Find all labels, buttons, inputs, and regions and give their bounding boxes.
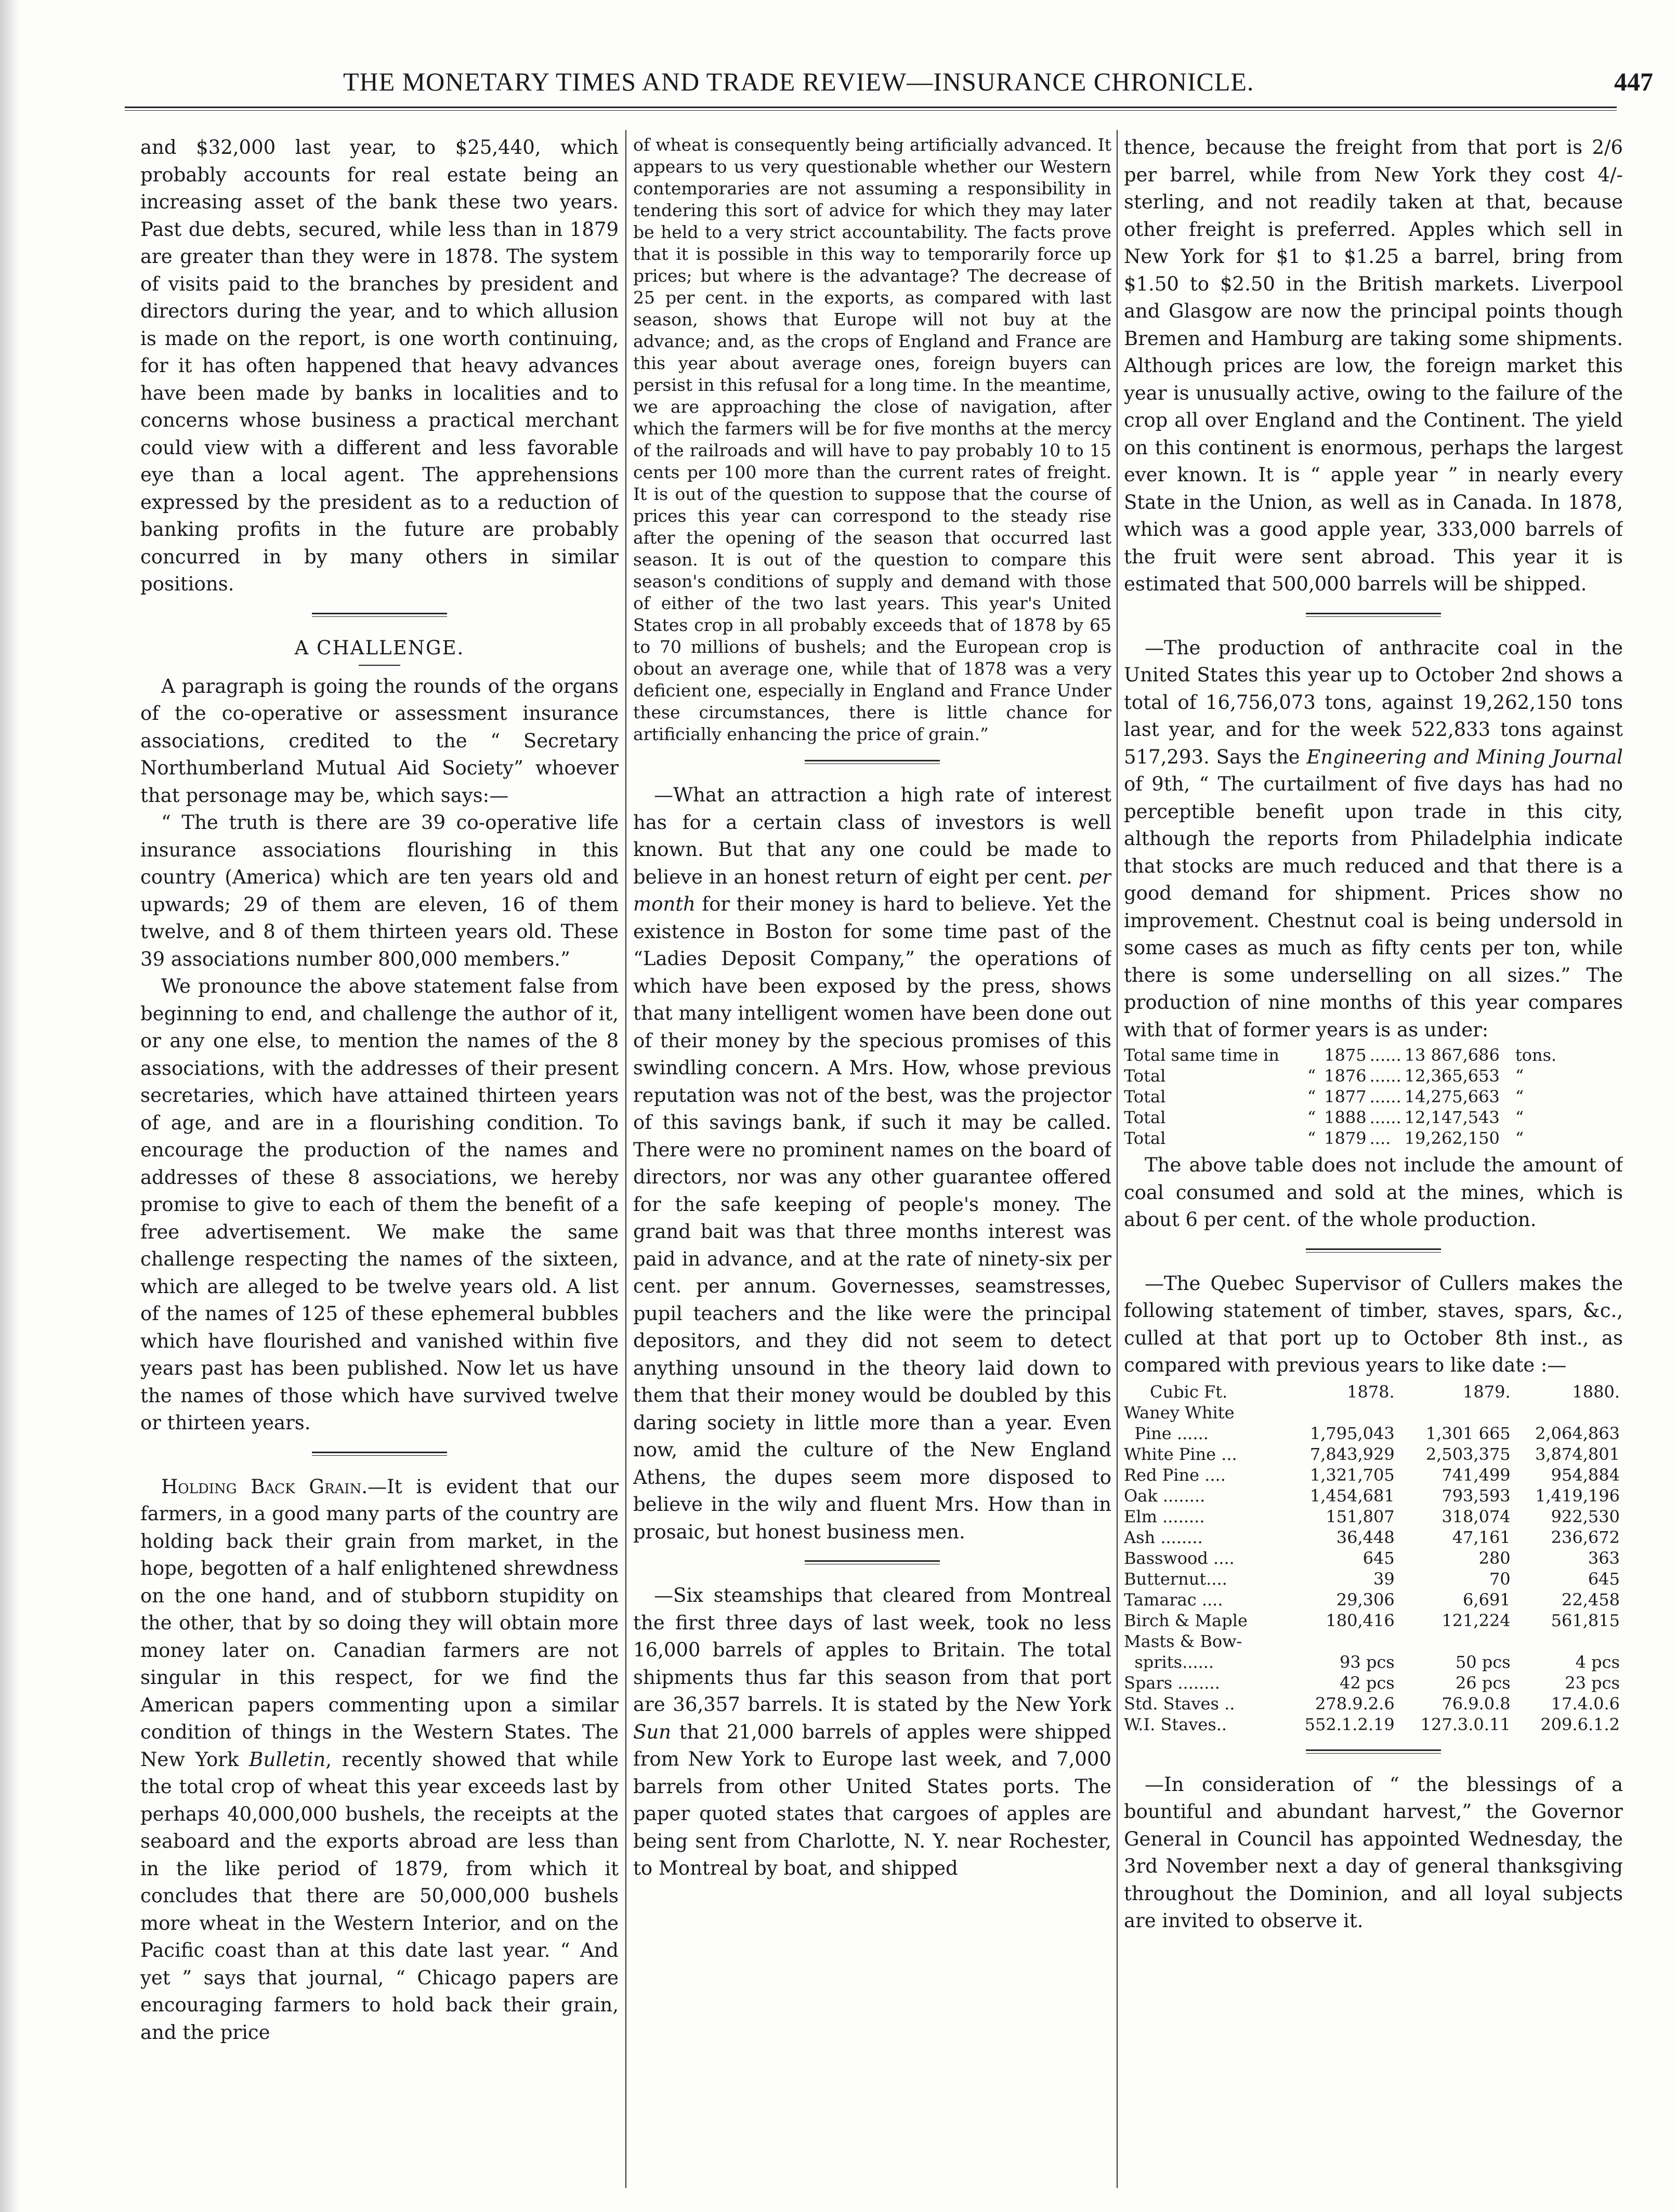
table-cell: Ash ........ xyxy=(1124,1527,1203,1547)
table-cell: ...... xyxy=(1369,1045,1401,1065)
table-cell: 236,672 xyxy=(1551,1527,1620,1547)
table-cell: “ xyxy=(1307,1066,1316,1086)
table-cell: 2,064,863 xyxy=(1535,1423,1620,1443)
table-cell: 22,458 xyxy=(1562,1589,1620,1610)
article-text: for their money is hard to believe. Yet the existence in Boston for some time past of the “Ladies Deposit Company,” the operations of which have been exposed by the press, shows that many intelligent women have been done out of their money by the specious promises of this swindling concern. A Mrs. How, whose previous reputation was not of the best, was the projector of this savings bank, if such it may be called. There were no prominent names on the board of directors, nor was any other guarantee offered for the safe keeping of people's money. The grand bait was that three months interest was paid in advance, and at the rate of ninety-six per cent. per annum. Governesses, seamstresses, pupil teachers and the like were the principal depositors, and they did not seem to detect anything unsound in the theory laid down to them that their money would be doubled by this daring society in little more than a year. Even now, amid the culture of the New England Athens, the dupes seem more disposed to believe in the wily and fluent Mrs. How than in prosaic, but honest business men. xyxy=(633,893,1111,1543)
table-cell: 209.6.1.2 xyxy=(1540,1714,1620,1734)
section-separator xyxy=(312,1452,447,1456)
table-cell xyxy=(1282,1402,1398,1423)
article-text: of 9th, “ The curtailment of five days has had no perceptible benefit upon trade in this city, although the reports from Philadelphia indicate that stocks are much reduced and that there is a good demand for shipment. Prices show no improvement. Chestnut coal is being undersold in some cases as much as fifty cents per ton, while there is some underselling on all sizes.” The production of nine months of this year compares with that of former years is as under: xyxy=(1124,773,1623,1041)
table-cell: 23 pcs xyxy=(1565,1673,1620,1693)
article-text: that 21,000 barrels of apples were shipped from New York to Europe last week, and 7,000 barrels from other United States ports. The paper quoted states that cargoes of apples are being sent from Charlotte, N. Y. near Rochester, to Montreal by boat, and shipped xyxy=(633,1720,1111,1879)
heading-underline xyxy=(359,665,400,666)
table-cell: 12,147,543 xyxy=(1404,1108,1500,1127)
table-cell: 13 867,686 xyxy=(1404,1045,1500,1065)
quebec-timber-table xyxy=(1124,1381,1623,1735)
challenge-response: We pronounce the above statement false from beginning to end, and challenge the author of it, or any one else, to mention the names of the 8 associations, with the addresses of their present secretaries, which have attained thirteen years of age, and are in a flourishing condition. To encourage the production of the names and addresses of these 8 associations, we hereby promise to give to each of them the benefit of a free advertisement. We make the same challenge respecting the names of the sixteen, which are alleged to be twelve years old. A list of the names of 125 of these ephemeral bubbles which have flourished and vanished within five years past has been published. Now let us have the names of those which have survived twelve or thirteen years. xyxy=(140,975,619,1434)
page-number: 447 xyxy=(1614,67,1653,96)
table-cell: Butternut.... xyxy=(1124,1569,1227,1589)
table-cell: 954,884 xyxy=(1551,1465,1620,1485)
table-cell: “ xyxy=(1307,1128,1316,1148)
table-cell: 180,416 xyxy=(1326,1610,1395,1630)
table-cell: 26 pcs xyxy=(1455,1673,1511,1693)
article-text: —Six steamships that cleared from Montreal the first three days of last week, took no less 16,000 barrels of apples to Britain. The total shipments thus far this season from that port are 36,357 barrels. It is stated by the New York xyxy=(633,1584,1111,1716)
table-cell: 19,262,150 xyxy=(1404,1128,1500,1148)
table-cell xyxy=(1282,1631,1398,1652)
table-cell: 2,503,375 xyxy=(1425,1444,1511,1464)
apples-article xyxy=(633,1582,1111,1882)
table-cell: 127.3.0.11 xyxy=(1420,1714,1511,1734)
table-cell xyxy=(1514,1402,1623,1423)
section-separator xyxy=(1306,1248,1441,1253)
coal-production-table xyxy=(1124,1045,1560,1149)
table-cell: ...... xyxy=(1369,1087,1401,1107)
table-cell: 1,301 665 xyxy=(1425,1423,1511,1443)
interest-article xyxy=(633,782,1111,1546)
column-1 xyxy=(140,134,619,2187)
page-edge-shadow xyxy=(0,0,21,2212)
table-cell: Total xyxy=(1124,1087,1166,1107)
table-cell: Std. Staves .. xyxy=(1124,1693,1235,1714)
table-row xyxy=(1124,1631,1623,1652)
table-cell: 39 xyxy=(1373,1569,1395,1589)
table-cell: 278.9.2.6 xyxy=(1315,1693,1395,1714)
table-header-cell: 1880. xyxy=(1572,1381,1620,1402)
column-divider xyxy=(1117,130,1118,2188)
table-row xyxy=(1124,1444,1623,1465)
table-cell: “ xyxy=(1307,1108,1316,1127)
table-cell: tons. xyxy=(1515,1045,1557,1065)
table-cell: Pine ...... xyxy=(1124,1423,1209,1443)
coal-article xyxy=(1124,635,1623,1044)
table-cell: “ xyxy=(1307,1087,1316,1107)
apples-article-continued: thence, because the freight from that port is 2/6 per barrel, while from New York they cost 4/- sterling, and not readily taken at that, because other freight is preferred. Apples which sell in New York for $1 to $1.25 a barrel, bring from $1.50 to $2.50 in the British markets. Liverpool and Glasgow are now the principal points though Bremen and Hamburg are taking some shipments. Although prices are low, the foreign market this year is unusually active, owing to the failure of the crop all over England and the Continent. The yield on this continent is enormous, perhaps the largest ever known. It is “ apple year ” in nearly every State in the Union, as well as in Canada. In 1878, which was a good apple year, 333,000 barrels of the fruit were sent abroad. This year it is estimated that 500,000 barrels will be shipped. xyxy=(1124,136,1623,595)
table-cell: “ xyxy=(1515,1128,1524,1148)
table-row xyxy=(1124,1527,1623,1548)
table-cell: 922,530 xyxy=(1551,1506,1620,1526)
table-row xyxy=(1124,1128,1560,1149)
table-cell: 793,593 xyxy=(1442,1485,1511,1506)
table-cell: Total xyxy=(1124,1128,1166,1148)
table-cell: 1877 xyxy=(1324,1087,1367,1107)
table-cell: Elm ........ xyxy=(1124,1506,1205,1526)
table-row xyxy=(1124,1465,1623,1485)
table-cell: 552.1.2.19 xyxy=(1304,1714,1395,1734)
table-row xyxy=(1124,1506,1623,1527)
table-row xyxy=(1124,1065,1560,1086)
quebec-cullers-intro: —The Quebec Supervisor of Cullers makes the following statement of timber, staves, spars, &c., culled at that port up to October 8th inst., as compared with previous years to like date :— xyxy=(1124,1272,1623,1376)
table-cell: Masts & Bow- xyxy=(1124,1631,1242,1651)
table-cell: 3,874,801 xyxy=(1535,1444,1620,1464)
table-cell: 42 pcs xyxy=(1339,1673,1395,1693)
table-row xyxy=(1124,1693,1623,1714)
section-separator xyxy=(1306,613,1441,617)
table-cell: .... xyxy=(1369,1128,1391,1148)
table-cell: 12,365,653 xyxy=(1404,1066,1500,1086)
table-cell: “ xyxy=(1515,1108,1524,1127)
table-header-row xyxy=(1124,1381,1623,1402)
table-cell: 1,795,043 xyxy=(1309,1423,1395,1443)
table-cell: 47,161 xyxy=(1452,1527,1511,1547)
table-header-cell: 1879. xyxy=(1463,1381,1511,1402)
table-cell: 1,454,681 xyxy=(1309,1485,1395,1506)
table-cell: 76.9.0.8 xyxy=(1442,1693,1511,1714)
table-row xyxy=(1124,1589,1623,1610)
table-cell: 4 pcs xyxy=(1575,1652,1620,1672)
table-row xyxy=(1124,1610,1623,1631)
table-cell: 561,815 xyxy=(1551,1610,1620,1630)
emphasis-text: per month xyxy=(633,865,1111,915)
table-cell xyxy=(1398,1631,1514,1652)
table-cell: Total xyxy=(1124,1066,1166,1086)
table-cell: 645 xyxy=(1588,1569,1620,1589)
table-row xyxy=(1124,1423,1623,1444)
table-cell: 93 pcs xyxy=(1339,1652,1395,1672)
publication-title: THE MONETARY TIMES AND TRADE REVIEW—INSURANCE CHRONICLE. xyxy=(343,67,1254,96)
table-cell: 17.4.0.6 xyxy=(1551,1693,1620,1714)
section-separator xyxy=(805,1560,940,1564)
publication-name: Engineering and Mining Journal xyxy=(1306,745,1623,768)
table-cell: 7,843,929 xyxy=(1309,1444,1395,1464)
thanksgiving-notice: —In consideration of “ the blessings of a bountiful and abundant harvest,” the Governor General in Council has appointed Wednesday, the 3rd November next a day of general thanksgiving throughout the Dominion, and all loyal subjects are invited to observe it. xyxy=(1124,1773,1623,1932)
table-cell: 1,419,196 xyxy=(1535,1485,1620,1506)
table-cell: 50 pcs xyxy=(1455,1652,1511,1672)
table-cell: ...... xyxy=(1369,1108,1401,1127)
table-row xyxy=(1124,1045,1560,1065)
table-cell: Total same time in xyxy=(1124,1045,1279,1065)
table-cell xyxy=(1514,1631,1623,1652)
section-separator xyxy=(805,760,940,764)
holding-back-grain-article xyxy=(140,1473,619,2047)
table-cell: 1875 xyxy=(1324,1045,1367,1065)
table-cell: Spars ........ xyxy=(1124,1673,1220,1693)
table-cell: 363 xyxy=(1588,1548,1620,1568)
table-cell: 29,306 xyxy=(1336,1589,1395,1610)
publication-name: Bulletin xyxy=(249,1748,326,1771)
masthead xyxy=(125,67,1663,108)
table-row xyxy=(1124,1485,1623,1506)
article-lead: Holding Back Grain. xyxy=(161,1475,368,1498)
bank-paragraph: and $32,000 last year, to $25,440, which probably accounts for real estate being an increasing asset of the bank these two years. Past due debts, secured, while less than in 1879 are greater than they were in 1878. The system of visits paid to the branches by president and directors during the year, and to which allusion is made on the report, is one worth continuing, for it has often happened that heavy advances have been made by banks in localities and to concerns whose business a practical merchant could view with a different and less favorable eye than a local agent. The apprehensions expressed by the president as to a reduction of banking profits in the future are probably concurred in by many others in similar positions. xyxy=(140,136,619,595)
table-row xyxy=(1124,1086,1560,1107)
table-cell: Red Pine .... xyxy=(1124,1465,1226,1485)
table-cell: 1879 xyxy=(1324,1128,1367,1148)
table-row xyxy=(1124,1673,1623,1693)
table-cell: 6,691 xyxy=(1463,1589,1511,1610)
table-cell: Total xyxy=(1124,1108,1166,1127)
table-cell: 280 xyxy=(1478,1548,1511,1568)
table-cell: “ xyxy=(1515,1087,1524,1107)
table-row xyxy=(1124,1569,1623,1589)
section-separator xyxy=(312,613,447,617)
coal-note: The above table does not include the amount of coal consumed and sold at the mines, which is about 6 per cent. of the whole production. xyxy=(1124,1154,1623,1231)
table-cell: 1888 xyxy=(1324,1108,1367,1127)
section-separator xyxy=(1306,1749,1441,1754)
table-cell: 121,224 xyxy=(1442,1610,1511,1630)
table-row xyxy=(1124,1548,1623,1569)
table-row xyxy=(1124,1714,1623,1735)
challenge-intro: A paragraph is going the rounds of the organs of the co-operative or assessment insurance associations, credited to the “ Secretary Northumberland Mutual Aid Society” whoever that personage may be, which says:— xyxy=(140,675,619,807)
table-cell: W.I. Staves.. xyxy=(1124,1714,1227,1734)
column-divider xyxy=(625,130,626,2188)
table-cell: Birch & Maple xyxy=(1124,1610,1248,1630)
grain-article-continued: of wheat is consequently being artificially advanced. It appears to us very questionable whether our Western contemporaries are not assuming a responsibility in tendering this sort of advice for which they may later be held to a very strict accountability. The facts prove that it is possible in this way to temporarily force up prices; but where is the advantage? The decrease of 25 per cent. in the exports, as compared with last season, shows that Europe will not buy at the advance; and, as the crops of England and France are this year about average ones, foreign buyers can persist in this refusal for a long time. In the meantime, we are approaching the close of navigation, after which the farmers will be for five months at the mercy of the railroads and will have to pay probably 10 to 15 cents per 100 more than the current rates of freight. It is out of the question to suppose that the course of prices this year can correspond to the steady rise after the opening of the season that occurred last season. It is out of the question to compare this season's conditions of supply and demand with those of either of the two last years. This year's United States crop in all probably exceeds that of 1878 by 65 to 70 millions of bushels; and the European crop is obout an average one, while that of 1878 was a very deficient one, especially in England and France Under these circumstances, there is little chance for artificially enhancing the price of grain.” xyxy=(633,135,1111,744)
table-cell: 645 xyxy=(1362,1548,1395,1568)
table-cell: 14,275,663 xyxy=(1404,1087,1500,1107)
table-cell: 1,321,705 xyxy=(1309,1465,1395,1485)
table-cell: White Pine ... xyxy=(1124,1444,1237,1464)
table-cell xyxy=(1282,1045,1324,1065)
article-text: —What an attraction a high rate of interest has for a certain class of investors is well known. But that any one could be made to believe in an honest return of eight per cent. xyxy=(633,784,1111,888)
column-3 xyxy=(1124,134,1623,2187)
table-cell: “ xyxy=(1515,1066,1524,1086)
column-2 xyxy=(633,134,1111,2187)
table-cell: Basswood .... xyxy=(1124,1548,1235,1568)
challenge-quote: “ The truth is there are 39 co-operative life insurance associations flourishing in this country (America) which are ten years old and upwards; 29 of them are eleven, 16 of them twelve, and 8 of them thirteen years old. These 39 associations number 800,000 members.” xyxy=(140,811,619,970)
table-header-cell: 1878. xyxy=(1347,1381,1395,1402)
table-cell: Tamarac .... xyxy=(1124,1589,1223,1610)
table-cell: 318,074 xyxy=(1442,1506,1511,1526)
table-header-cell: Cubic Ft. xyxy=(1150,1381,1228,1402)
table-row xyxy=(1124,1107,1560,1128)
table-cell xyxy=(1398,1402,1514,1423)
table-row xyxy=(1124,1402,1623,1423)
table-cell: 70 xyxy=(1489,1569,1511,1589)
challenge-heading: A CHALLENGE. xyxy=(294,636,465,659)
masthead-rule xyxy=(125,107,1617,111)
article-text: —The production of anthracite coal in the United States this year up to October 2nd shows a total of 16,756,073 tons, against 19,262,150 tons last year, and for the week 522,833 tons against 517,293. Says the xyxy=(1124,636,1623,768)
table-cell: 741,499 xyxy=(1442,1465,1511,1485)
table-cell: 1876 xyxy=(1324,1066,1367,1086)
table-cell: ...... xyxy=(1369,1066,1401,1086)
table-cell: Waney White xyxy=(1124,1402,1235,1423)
table-cell: Oak ........ xyxy=(1124,1485,1206,1506)
publication-name: Sun xyxy=(633,1720,672,1743)
table-cell: sprits...... xyxy=(1124,1652,1214,1672)
article-text: —It is evident that our farmers, in a good many parts of the country are holding back their grain from market, in the hope, begotten of a half enlightened shrewdness on the one hand, and of stubborn stupidity on the other, that by so doing they will obtain more money later on. Canadian farmers are not singular in this respect, for we find the American papers commenting upon a similar condition of things in the Western States. The New York xyxy=(140,1475,619,1771)
table-cell: 36,448 xyxy=(1336,1527,1395,1547)
table-row xyxy=(1124,1652,1623,1673)
article-text: , recently showed that while the total crop of wheat this year exceeds last by perhaps 40,000,000 bushels, the receipts at the seaboard and the exports abroad are less than in the like period of 1879, from which it concludes that there are 50,000,000 bushels more wheat in the Western Interior, and on the Pacific coast than at this date last year. “ And yet ” says that journal, “ Chicago papers are encouraging farmers to hold back their grain, and the price xyxy=(140,1748,619,2044)
table-cell: 151,807 xyxy=(1326,1506,1395,1526)
